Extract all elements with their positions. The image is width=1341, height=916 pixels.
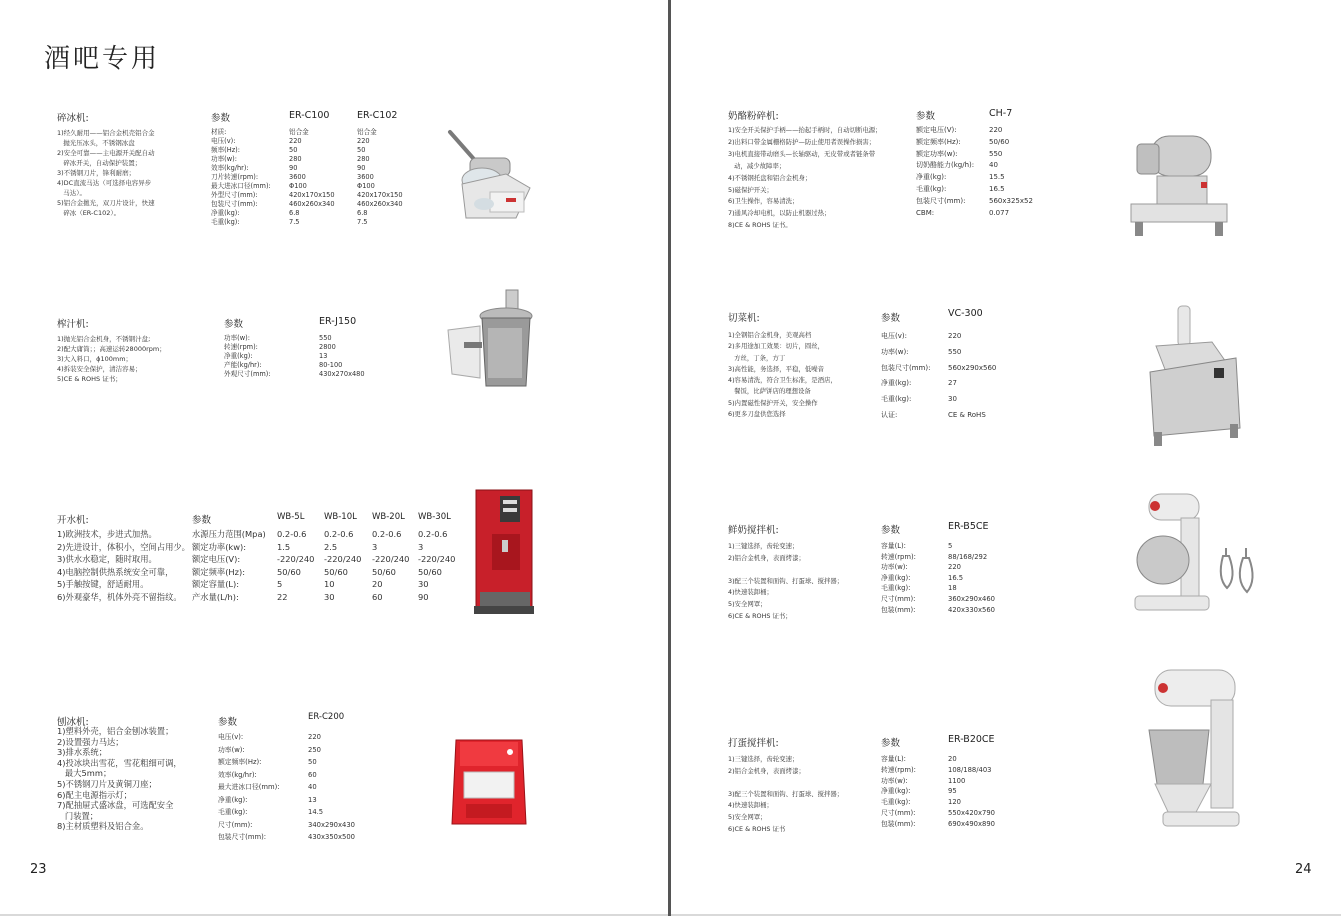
model-name: ER-J150 xyxy=(319,316,357,327)
ice-crusher-image xyxy=(446,126,536,226)
spec-values: 550 2800 13 80-100 430x270x480 xyxy=(319,334,365,378)
feature-list: 1)三键选择，齿轮变速； 2)铝合金机身，表面烤漆； 3)配三个装置和面钩、打蛋球、搅拌器； 4)快速装卸桶； 5)安全网罩； 6)CE & ROHS 证书； xyxy=(728,542,844,620)
spec-values: 220 550 560x290x560 27 30 CE & RoHS xyxy=(948,332,997,419)
model-name: ER-B5CE xyxy=(948,521,989,532)
param-label: 参数 xyxy=(211,113,231,124)
param-label: 参数 xyxy=(218,717,238,728)
section-name: 切菜机: xyxy=(728,313,760,324)
ice-shaver-image xyxy=(448,734,530,832)
spec-values: 铝合金 220 50 280 90 3600 Φ100 420x170x150 460x260x340 6.8 7.5 xyxy=(357,128,403,226)
feature-list: 1)塑料外壳，铝合金刨冰装置； 2)设置强力马达； 3)排水系统； 4)投冰块出雪花，雪花粗细可调， 最大5mm； 5)不锈钢刀片及黄铜刀座； 6)配主电源指示灯； 7)配抽屉式盛冰盘，可选配安全 门装置； 8)主材质塑料及铝合金。 xyxy=(57,726,182,832)
vegetable-cutter-image xyxy=(1136,302,1248,450)
left-page xyxy=(0,0,668,914)
model-name: WB-20L xyxy=(372,512,405,522)
spec-values: 5 88/168/292 220 16.5 18 360x290x460 420x330x560 xyxy=(948,542,995,614)
spec-labels: 电压(v): 功率(w): 额定频率(Hz): 效率(kg/hr): 最大进冰口径(mm): 净重(kg): 毛重(kg): 尺寸(mm): 包装尺寸(mm): xyxy=(218,733,280,841)
egg-mixer-image xyxy=(1141,664,1245,834)
section-name: 鲜奶搅拌机: xyxy=(728,525,779,536)
spec-labels: 功率(w): 转速(rpm): 净重(kg): 产能(kg/hr): 外观尺寸(mm): xyxy=(224,334,271,378)
feature-list: 1)抛光铝合金机身，不锈钢汁盘; 2)配大庸筒；；高速运转28000rpm； 3)大入料口，ϕ100mm； 4)拆装安全保护，清洁容易； 5)CE & ROHS 证书； xyxy=(57,335,166,383)
spec-values: 0.2-0.6 2.5 -220/240 50/60 10 30 xyxy=(324,529,362,602)
feature-list: 1)三键选择，齿轮变速； 2)铝合金机身，表面烤漆； 3)配三个装置和面钩、打蛋球、搅拌器； 4)快速装卸桶； 5)安全网罩； 6)CE & ROHS 证书 xyxy=(728,755,844,833)
model-name: ER-C102 xyxy=(357,110,398,121)
spec-values: 20 108/188/403 1100 95 120 550x420x790 690x490x890 xyxy=(948,755,995,828)
feature-list: 1)欧洲技术，步进式加热。 2)先进设计，体积小，空间占用少。 3)供水水稳定，随时取用。 4)电脑控制供热系统安全可靠， 5)手触按键，舒适耐用。 6)外观豪华，机体外亮不留指纹。 xyxy=(57,529,190,602)
cheese-grater-image xyxy=(1127,126,1231,242)
spec-labels: 电压(v): 功率(w): 包装尺寸(mm): 净重(kg): 毛重(kg): 认证: xyxy=(881,332,931,419)
section-name: 奶酪粉碎机: xyxy=(728,111,779,122)
section-name: 刨冰机: xyxy=(57,717,89,728)
param-label: 参数 xyxy=(881,738,901,749)
model-name: ER-B20CE xyxy=(948,734,995,745)
page-title: 酒吧专用 xyxy=(44,44,161,74)
page-number: 23 xyxy=(30,862,47,877)
model-name: WB-10L xyxy=(324,512,357,522)
juicer-image xyxy=(446,288,538,392)
spec-values: 0.2-0.6 3 -220/240 50/60 20 60 xyxy=(372,529,410,602)
model-name: WB-30L xyxy=(418,512,451,522)
feature-list: 1)经久耐用——铝合金机壳铝合金 抛光压冰头，不锈钢冰盘 2)安全可靠——主电源开关配自动 碎冰开关，自动保护装置； 3)不锈钢刀片，锋利耐磨； 4)DC直流马达（可选择电容异步 马达）。 5)铝合金拋光，双刀片设计，快速 碎冰（ER-C102）。 xyxy=(57,129,155,217)
spec-values: 220 50/60 550 40 15.5 16.5 560x325x52 0.077 xyxy=(989,126,1033,217)
param-label: 参数 xyxy=(881,525,901,536)
milk-mixer-image xyxy=(1131,488,1261,616)
feature-list: 1)全钢铝合金机身，美观高档 2)多用途加工效果：切片，圆丝， 方丝，丁条，方丁 3)高性能，务选择，平稳，低噪音 4)容易清洗，符合卫生标准，是酒店， 餐饭，比萨饼店的理想设备 5)内置磁性保护开关，安全操作 6)更多刀盘供您选择 xyxy=(728,331,837,419)
water-boiler-image xyxy=(472,488,538,620)
section-name: 榨汁机: xyxy=(57,319,89,330)
model-name: CH-7 xyxy=(989,108,1013,119)
spec-values: 220 250 50 60 40 13 14.5 340x290x430 430x350x500 xyxy=(308,733,355,841)
param-label: 参数 xyxy=(881,313,901,324)
model-name: ER-C200 xyxy=(308,712,345,722)
param-label: 参数 xyxy=(916,111,936,122)
spec-labels: 容量(L): 转速(rpm): 功率(w): 净重(kg): 毛重(kg): 尺寸(mm): 包装(mm): xyxy=(881,542,916,614)
model-name: ER-C100 xyxy=(289,110,330,121)
spec-values: 0.2-0.6 1.5 -220/240 50/60 5 22 xyxy=(277,529,315,602)
model-name: WB-5L xyxy=(277,512,305,522)
param-label: 参数 xyxy=(224,319,244,330)
spec-labels: 容量(L): 转速(rpm): 功率(w): 净重(kg): 毛重(kg): 尺寸(mm): 包装(mm): xyxy=(881,755,916,828)
page-number: 24 xyxy=(1295,862,1312,877)
section-name: 打蛋搅拌机: xyxy=(728,738,779,749)
right-page xyxy=(671,0,1341,914)
feature-list: 1)安全开关保护手柄——抬起手柄时，自动切断电源； 2)出料口带金属栅格防护—防止使用者误操作损害； 3)电机直接带动磨头—长轴驱动，无皮带或者链条带 动，减少故障率； 4)不锈钢托盘和铝合金机身； 5)磁保护开关； 6)卫生操作，容易清洗； 7)通风冷却电机，以防止机器过热； 8)CE & ROHS 证书。 xyxy=(728,126,882,230)
section-name: 碎冰机: xyxy=(57,113,89,124)
spec-labels: 水源压力范围(Mpa) 额定功率(kw): 额定电压(V): 额定频率(Hz): 额定容量(L): 产水量(L/h): xyxy=(192,529,266,602)
section-name: 开水机: xyxy=(57,515,89,526)
spec-labels: 材质: 电压(v): 频率(Hz): 功率(w): 效率(kg/hr): 刀片转速(rpm): 最大进冰口径(mm): 外型尺寸(mm): 包装尺寸(mm): 净重(kg): 毛重(kg): xyxy=(211,128,271,226)
spec-values: 铝合金 220 50 280 90 3600 Φ100 420x170x150 460x260x340 6.8 7.5 xyxy=(289,128,335,226)
spec-labels: 额定电压(V): 额定频率(Hz): 额定功率(w): 切奶酪能力(kg/h): 净重(kg): 毛重(kg): 包装尺寸(mm): CBM: xyxy=(916,126,975,217)
model-name: VC-300 xyxy=(948,308,983,319)
param-label: 参数 xyxy=(192,515,212,526)
spec-values: 0.2-0.6 3 -220/240 50/60 30 90 xyxy=(418,529,456,602)
